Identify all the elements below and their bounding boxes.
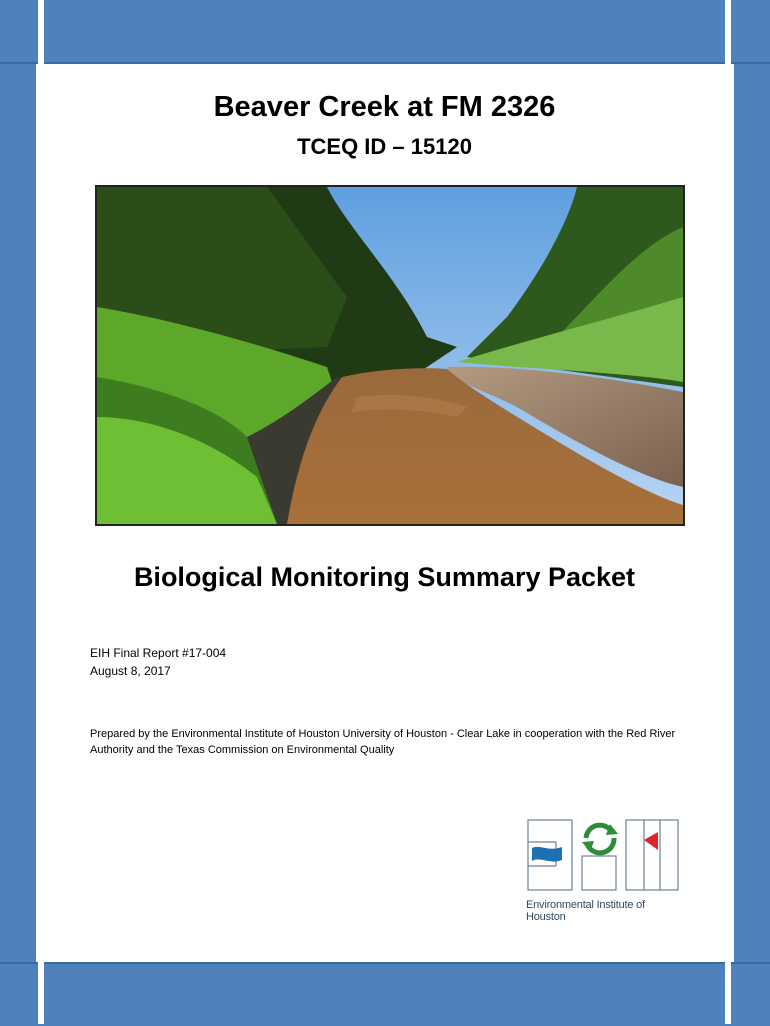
cover-page: [44, 64, 725, 960]
frame-right-stripe: [725, 0, 731, 1024]
eih-logo-text: Environmental Institute of Houston: [526, 899, 645, 923]
frame-left-band: [0, 0, 36, 1024]
page-subtitle: TCEQ ID – 15120: [297, 134, 472, 159]
page-title: Beaver Creek at FM 2326: [213, 91, 556, 123]
frame-bottom-band: [0, 962, 770, 1026]
prepared-by-statement: Prepared by the Environmental Institute of Houston University of Houston - Clear Lake in cooperation with the Red River Authority and the Texas Commission on Environmental Quality: [90, 728, 676, 756]
creek-photo: [95, 185, 685, 526]
frame-top-band: [0, 0, 770, 64]
document-heading: Biological Monitoring Summary Packet: [133, 562, 636, 592]
report-date: August 8, 2017: [90, 664, 171, 678]
frame-right-band: [734, 0, 770, 1024]
report-number: EIH Final Report #17-004: [90, 646, 227, 660]
